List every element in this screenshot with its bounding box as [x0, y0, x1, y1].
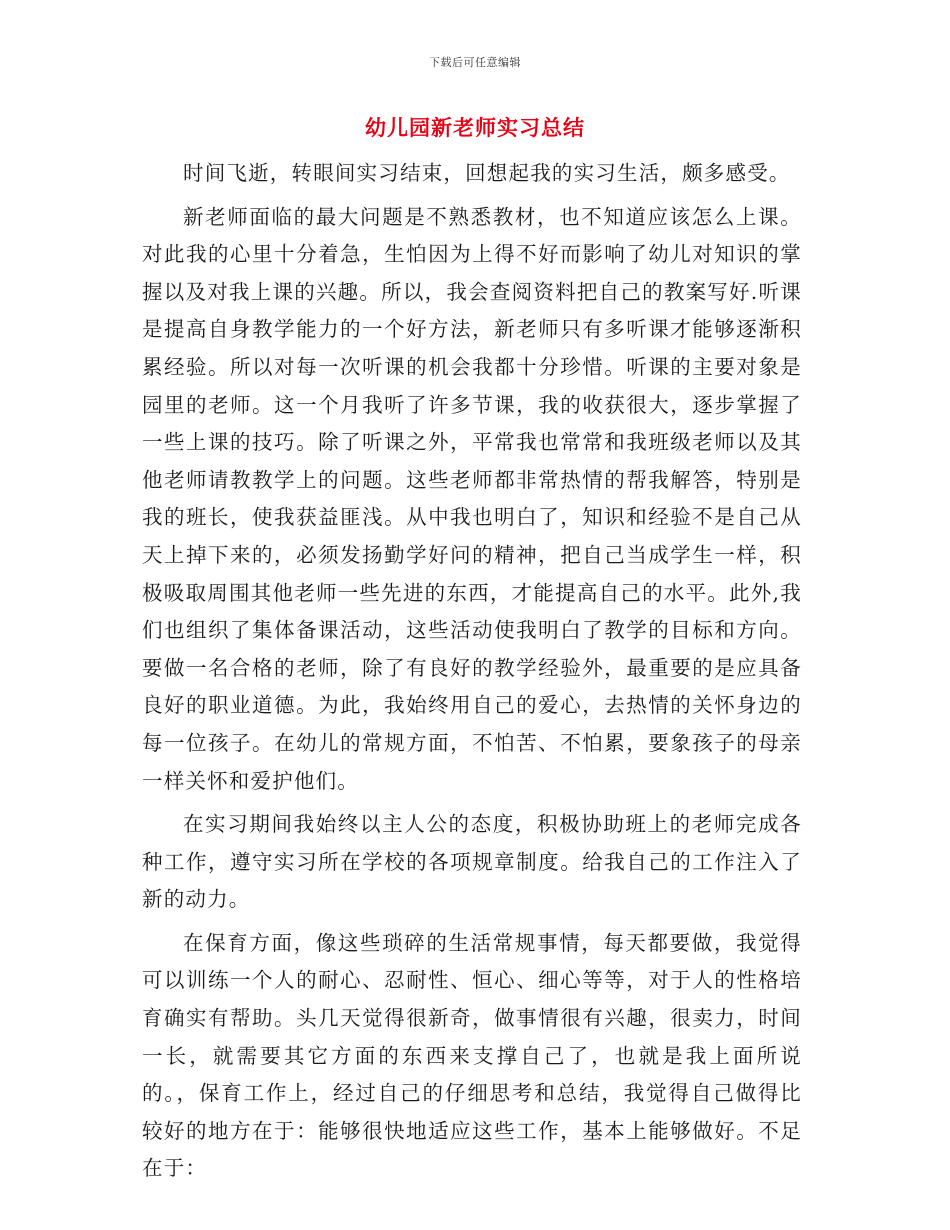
- paragraph: 在保育方面，像这些琐碎的生活常规事情，每天都要做，我觉得可以训练一个人的耐心、忍耐性、恒心、细心等等，对于人的性格培育确实有帮助。头几天觉得很新奇，做事情很有兴趣，很卖力，时间一长，就需要其它方面的东西来支撑自己了，也就是我上面所说的。，保育工作上，经过自己的仔细思考和总结，我觉得自己做得比较好的地方在于：能够很快地适应这些工作，基本上能够做好。不足在于：: [142, 930, 802, 1181]
- document-body: [142, 155, 802, 1188]
- paragraph: 新老师面临的最大问题是不熟悉教材，也不知道应该怎么上课。对此我的心里十分着急，生怕因为上得不好而影响了幼儿对知识的掌握以及对我上课的兴趣。所以，我会查阅资料把自己的教案写好.听课是提高自身教学能力的一个好方法，新老师只有多听课才能够逐渐积累经验。所以对每一次听课的机会我都十分珍惜。听课的主要对象是园里的老师。这一个月我听了许多节课，我的收获很大，逐步掌握了一些上课的技巧。除了听课之外，平常我也常常和我班级老师以及其他老师请教教学上的问题。这些老师都非常热情的帮我解答，特别是我的班长，使我获益匪浅。从中我也明白了，知识和经验不是自己从天上掉下来的，必须发扬勤学好问的精神，把自己当成学生一样，积极吸取周围其他老师一些先进的东西，才能提高自己的水平。此外,我们也组织了集体备课活动，这些活动使我明白了教学的目标和方向。要做一名合格的老师，除了有良好的教学经验外，最重要的是应具备良好的职业道德。为此，我始终用自己的爱心，去热情的关怀身边的每一位孩子。在幼儿的常规方面，不怕苦、不怕累，要象孩子的母亲一样关怀和爱护他们。: [142, 204, 802, 793]
- header-note: 下载后可任意编辑: [429, 56, 521, 69]
- document-title: 幼儿园新老师实习总结: [365, 116, 585, 140]
- paragraph: 在实习期间我始终以主人公的态度，积极协助班上的老师完成各种工作，遵守实习所在学校的各项规章制度。给我自己的工作注入了新的动力。: [142, 812, 802, 912]
- paragraph: 时间飞逝，转眼间实习结束，回想起我的实习生活，颇多感受。: [183, 161, 791, 185]
